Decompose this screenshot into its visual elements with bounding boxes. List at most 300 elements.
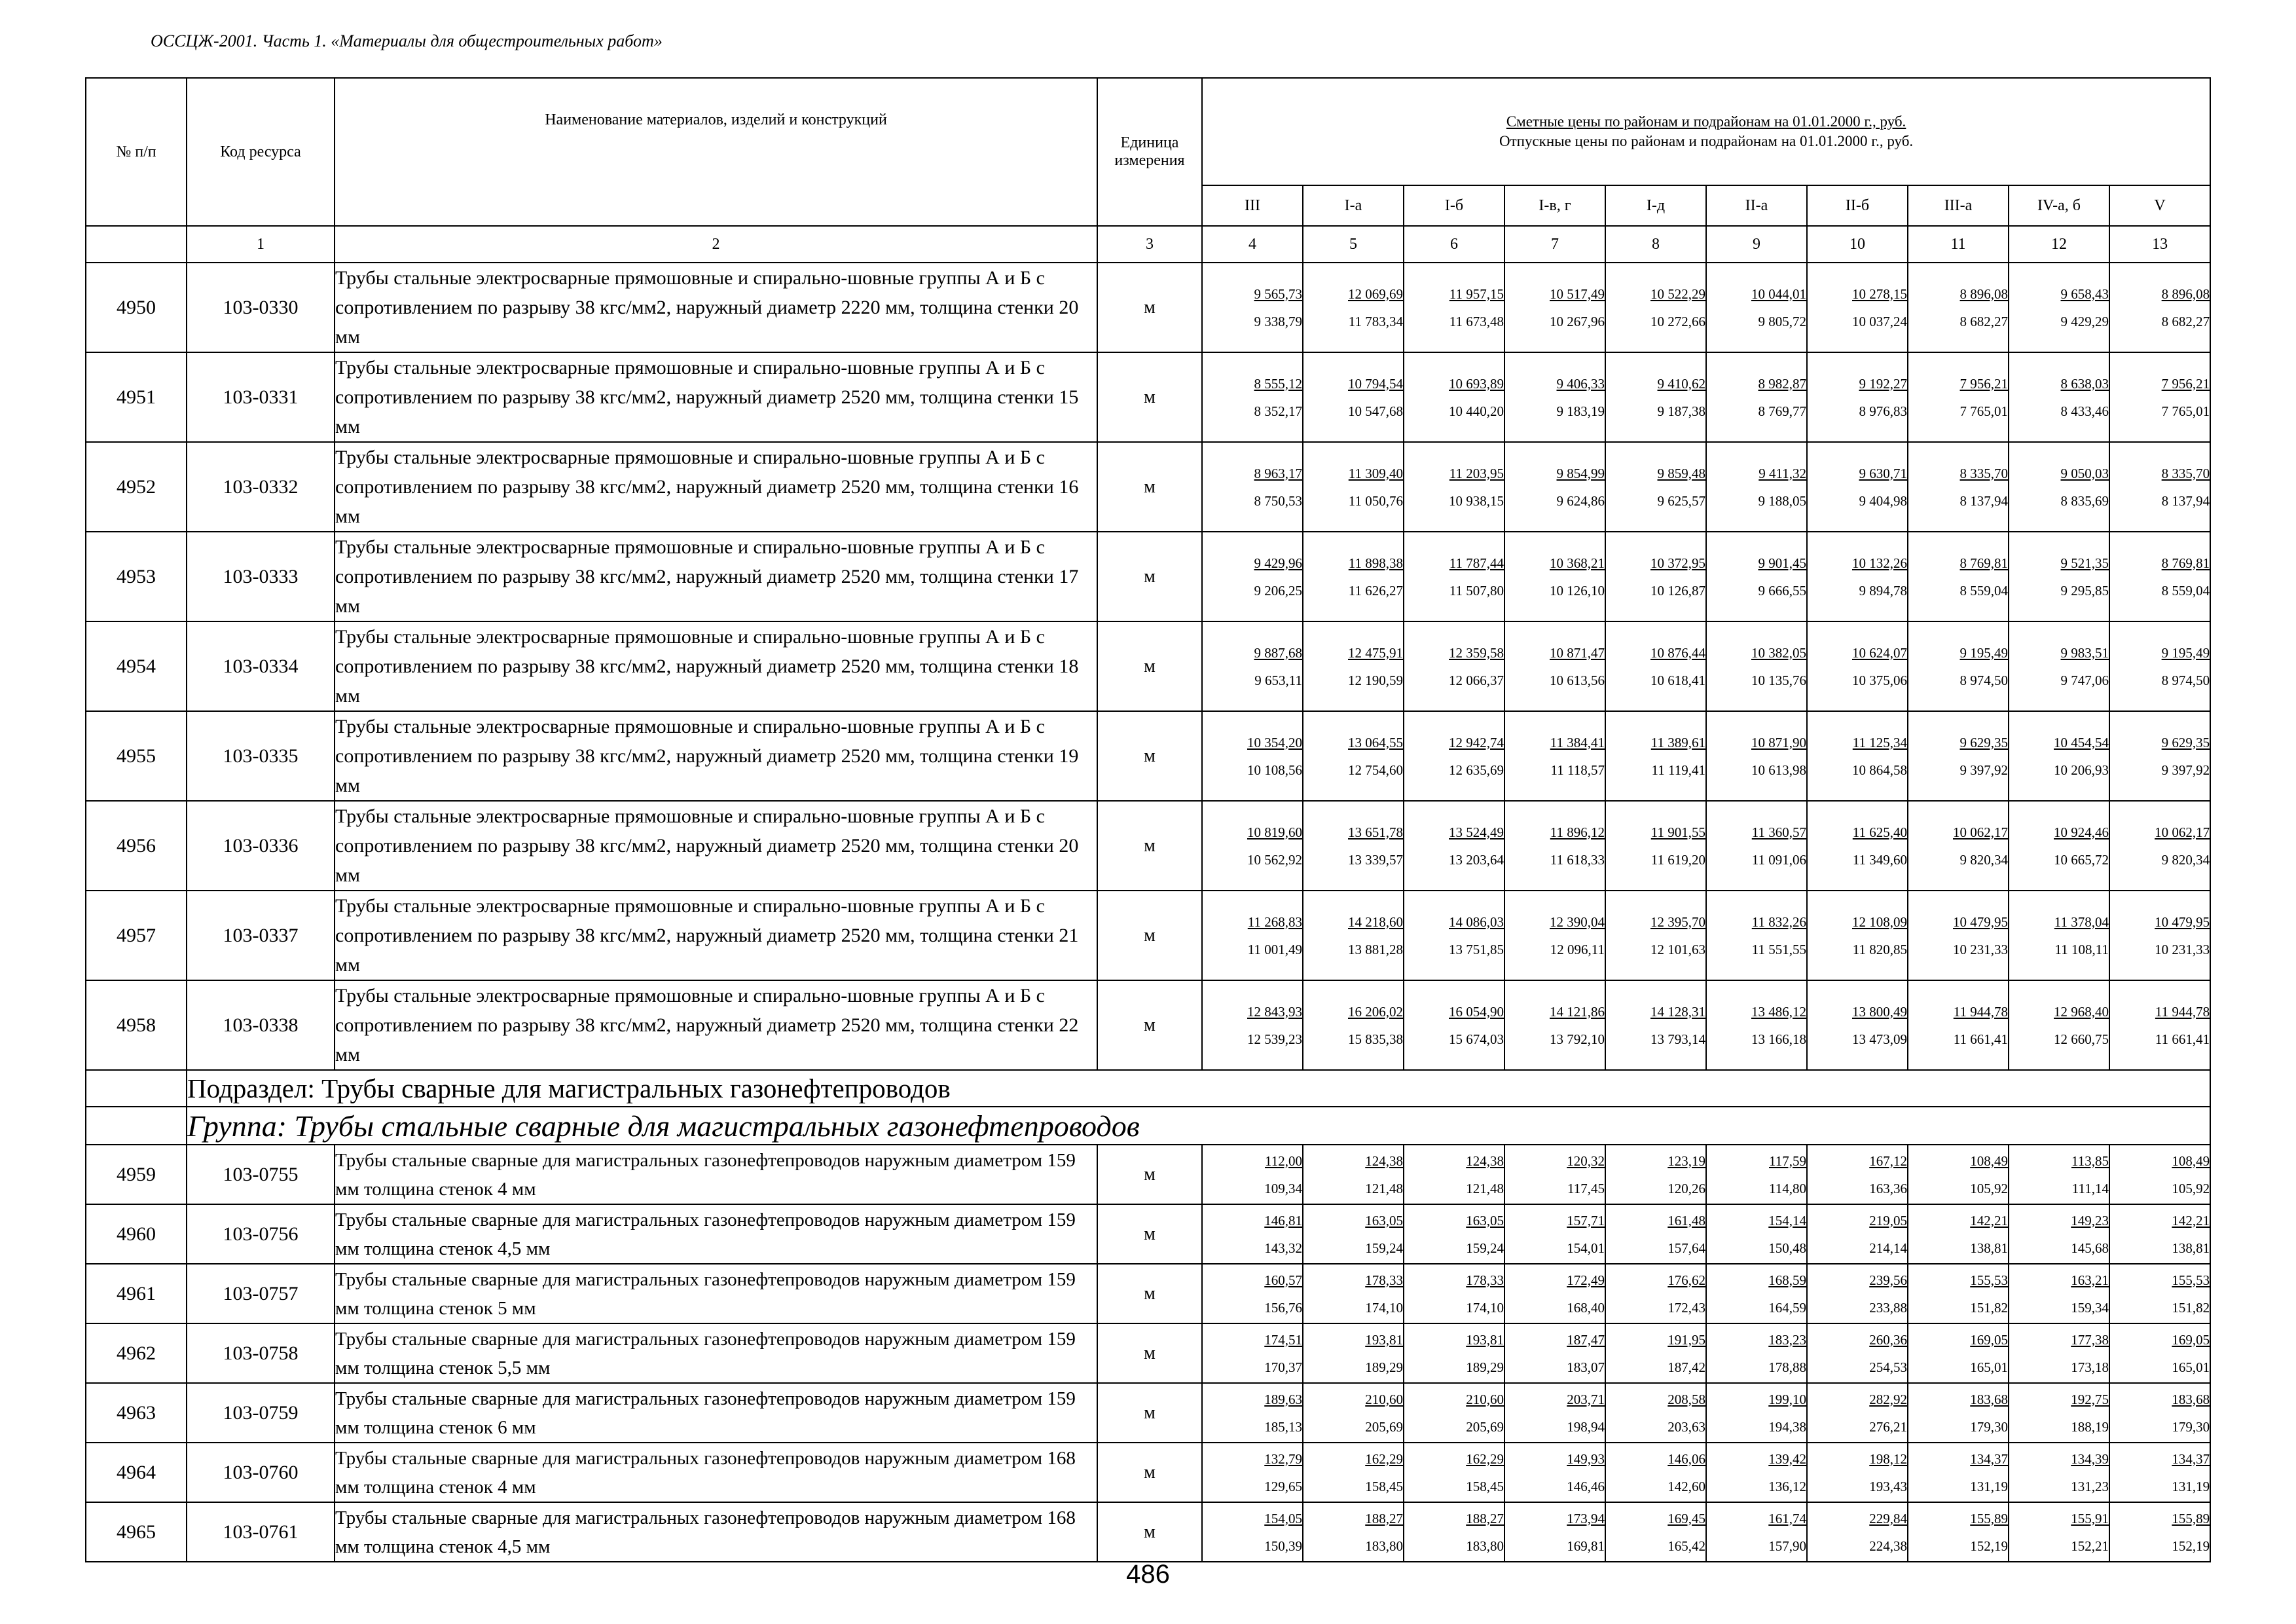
release-price: 10 562,92 [1247, 851, 1302, 868]
estimate-price: 139,42 [1768, 1450, 1806, 1467]
region-header: I-б [1404, 185, 1504, 226]
document-header: ОССЦЖ-2001. Часть 1. «Материалы для общестроительных работ» [151, 31, 663, 50]
estimate-price: 134,39 [2071, 1450, 2109, 1467]
release-price: 10 206,93 [2054, 762, 2109, 778]
price-cell [1202, 891, 1303, 980]
price-cell [1504, 1383, 1605, 1443]
estimate-price: 282,92 [1869, 1391, 1907, 1407]
estimate-price: 9 406,33 [1556, 375, 1605, 392]
estimate-price: 169,05 [2172, 1331, 2210, 1348]
table-row [86, 1323, 2210, 1383]
price-cell [1605, 1323, 1706, 1383]
material-name: Трубы стальные электросварные прямошовные и спирально-шовные группы А и Б с сопротивлением по разрыву 38 кгс/мм2, наружный диаметр 2520 мм, толщина стенки 21 мм [335, 891, 1097, 980]
estimate-price: 9 859,48 [1657, 465, 1705, 481]
release-price: 12 539,23 [1247, 1031, 1302, 1047]
price-cell [1303, 711, 1404, 801]
release-price: 11 001,49 [1247, 941, 1302, 957]
price-cell [2109, 1204, 2210, 1264]
price-cell [1504, 1145, 1605, 1204]
estimate-price: 8 335,70 [1959, 465, 2008, 481]
price-cell [1706, 352, 1807, 442]
release-price: 11 551,55 [1751, 941, 1806, 957]
price-cell [1706, 1145, 1807, 1204]
table-row [86, 711, 2210, 801]
column-number-blank [86, 226, 187, 263]
estimate-price: 9 565,73 [1254, 286, 1302, 302]
price-cell [1908, 352, 2009, 442]
estimate-price: 10 354,20 [1247, 734, 1302, 750]
group-blank-cell [86, 1107, 187, 1145]
price-cell [1605, 263, 1706, 352]
price-cell [1504, 711, 1605, 801]
release-price: 159,24 [1466, 1240, 1504, 1256]
estimate-price: 117,59 [1769, 1153, 1806, 1169]
price-cell [1807, 1443, 1908, 1502]
estimate-price: 8 555,12 [1254, 375, 1302, 392]
unit: м [1097, 1264, 1202, 1323]
estimate-price: 11 309,40 [1348, 465, 1403, 481]
price-cell [1404, 263, 1504, 352]
release-price: 168,40 [1567, 1299, 1605, 1316]
price-cell [1404, 352, 1504, 442]
table-row [86, 1383, 2210, 1443]
price-cell [1807, 1204, 1908, 1264]
region-header: IV-а, б [2009, 185, 2109, 226]
release-price: 188,19 [2071, 1418, 2109, 1435]
estimate-price: 11 625,40 [1852, 824, 1907, 840]
estimate-price: 12 475,91 [1348, 644, 1403, 661]
estimate-price: 219,05 [1869, 1212, 1907, 1228]
price-cell [1404, 711, 1504, 801]
price-cell [2109, 980, 2210, 1070]
estimate-price: 173,94 [1567, 1510, 1605, 1526]
price-cell [1807, 442, 1908, 532]
price-cell [2009, 1443, 2109, 1502]
estimate-price: 210,60 [1365, 1391, 1403, 1407]
price-cell [1202, 801, 1303, 891]
price-cell [2009, 801, 2109, 891]
release-price: 131,19 [2172, 1478, 2210, 1494]
release-price: 9 820,34 [2161, 851, 2210, 868]
estimate-price: 155,91 [2071, 1510, 2109, 1526]
estimate-price: 12 390,04 [1550, 913, 1605, 930]
estimate-price: 229,84 [1869, 1510, 1907, 1526]
resource-code: 103-0755 [187, 1145, 335, 1204]
estimate-price: 10 871,47 [1550, 644, 1605, 661]
estimate-price: 188,27 [1365, 1510, 1403, 1526]
price-cell [1504, 1502, 1605, 1562]
header-prices-title [1202, 78, 2210, 185]
price-cell [1706, 1443, 1807, 1502]
estimate-price: 11 896,12 [1550, 824, 1605, 840]
release-price: 11 108,11 [2054, 941, 2109, 957]
release-price: 12 635,69 [1449, 762, 1504, 778]
unit: м [1097, 1502, 1202, 1562]
estimate-price: 8 896,08 [1959, 286, 2008, 302]
price-cell [1605, 1502, 1706, 1562]
group-title: Группа: Трубы стальные сварные для магистральных газонефтепроводов [187, 1107, 2210, 1145]
release-price: 8 559,04 [2161, 582, 2210, 599]
price-cell [2009, 263, 2109, 352]
material-name: Трубы стальные электросварные прямошовные и спирально-шовные группы А и Б с сопротивлением по разрыву 38 кгс/мм2, наружный диаметр 2520 мм, толщина стенки 19 мм [335, 711, 1097, 801]
release-price: 11 118,57 [1550, 762, 1605, 778]
estimate-price: 8 769,81 [2161, 555, 2210, 571]
material-name: Трубы стальные электросварные прямошовные и спирально-шовные группы А и Б с сопротивлением по разрыву 38 кгс/мм2, наружный диаметр 2220 мм, толщина стенки 20 мм [335, 263, 1097, 352]
page-number: 486 [1126, 1560, 1170, 1589]
price-cell [1202, 1383, 1303, 1443]
estimate-price: 192,75 [2071, 1391, 2109, 1407]
estimate-price: 146,06 [1667, 1450, 1705, 1467]
price-cell [1404, 442, 1504, 532]
release-price: 158,45 [1466, 1478, 1504, 1494]
release-price: 157,64 [1667, 1240, 1705, 1256]
resource-code: 103-0760 [187, 1443, 335, 1502]
estimate-price: 112,00 [1265, 1153, 1302, 1169]
estimate-price: 9 901,45 [1758, 555, 1806, 571]
estimate-price: 157,71 [1567, 1212, 1605, 1228]
price-cell [1706, 263, 1807, 352]
estimate-price: 9 192,27 [1859, 375, 1907, 392]
table-row [86, 891, 2210, 980]
release-price: 12 066,37 [1449, 672, 1504, 688]
release-price: 9 187,38 [1657, 403, 1705, 419]
release-price: 11 507,80 [1449, 582, 1504, 599]
estimate-price: 208,58 [1667, 1391, 1705, 1407]
estimate-price: 9 629,35 [1959, 734, 2008, 750]
release-price: 13 166,18 [1751, 1031, 1806, 1047]
price-table [85, 77, 2211, 1562]
row-number: 4956 [86, 801, 187, 891]
price-cell [1605, 1264, 1706, 1323]
section-row [86, 1070, 2210, 1107]
price-cell [1807, 711, 1908, 801]
estimate-price: 12 069,69 [1348, 286, 1403, 302]
estimate-price: 183,68 [2172, 1391, 2210, 1407]
release-price: 10 108,56 [1247, 762, 1302, 778]
estimate-price: 167,12 [1869, 1153, 1907, 1169]
resource-code: 103-0337 [187, 891, 335, 980]
release-price: 170,37 [1264, 1359, 1302, 1375]
release-price: 9 404,98 [1859, 492, 1907, 509]
region-header: III-а [1908, 185, 2009, 226]
price-cell [1908, 801, 2009, 891]
estimate-price: 13 800,49 [1852, 1003, 1907, 1020]
column-number: 5 [1303, 226, 1404, 263]
price-cell [1706, 891, 1807, 980]
estimate-price: 239,56 [1869, 1272, 1907, 1288]
release-price: 8 682,27 [2161, 313, 2210, 329]
price-cell [1605, 1145, 1706, 1204]
row-number: 4954 [86, 621, 187, 711]
price-cell [1504, 1443, 1605, 1502]
release-price: 150,48 [1768, 1240, 1806, 1256]
row-number: 4961 [86, 1264, 187, 1323]
estimate-price: 8 769,81 [1959, 555, 2008, 571]
resource-code: 103-0335 [187, 711, 335, 801]
estimate-price: 189,63 [1264, 1391, 1302, 1407]
release-price: 8 137,94 [1959, 492, 2008, 509]
release-price: 8 974,50 [1959, 672, 2008, 688]
release-price: 8 682,27 [1959, 313, 2008, 329]
estimate-price: 142,21 [2172, 1212, 2210, 1228]
release-price: 9 188,05 [1758, 492, 1806, 509]
prices-title-line2: Отпускные цены по районам и подрайонам на 01.01.2000 г., руб. [1499, 133, 1914, 149]
price-cell [1404, 621, 1504, 711]
price-cell [1504, 352, 1605, 442]
price-cell [1706, 621, 1807, 711]
table-row [86, 1443, 2210, 1502]
estimate-price: 9 629,35 [2161, 734, 2210, 750]
release-price: 13 881,28 [1348, 941, 1403, 957]
estimate-price: 10 278,15 [1852, 286, 1907, 302]
price-cell [1807, 263, 1908, 352]
release-price: 10 037,24 [1852, 313, 1907, 329]
release-price: 105,92 [1970, 1180, 2008, 1196]
unit: м [1097, 621, 1202, 711]
estimate-price: 11 787,44 [1449, 555, 1504, 571]
resource-code: 103-0761 [187, 1502, 335, 1562]
price-cell [1605, 621, 1706, 711]
material-name: Трубы стальные электросварные прямошовные и спирально-шовные группы А и Б с сопротивлением по разрыву 38 кгс/мм2, наружный диаметр 2520 мм, толщина стенки 16 мм [335, 442, 1097, 532]
release-price: 9 747,06 [2060, 672, 2109, 688]
release-price: 233,88 [1869, 1299, 1907, 1316]
price-cell [1303, 263, 1404, 352]
release-price: 11 626,27 [1348, 582, 1403, 599]
material-name: Трубы стальные сварные для магистральных газонефтепроводов наружным диаметром 159 мм толщина стенок 4 мм [335, 1145, 1097, 1204]
release-price: 11 783,34 [1348, 313, 1403, 329]
release-price: 10 938,15 [1449, 492, 1504, 509]
price-cell [1807, 1323, 1908, 1383]
estimate-price: 10 871,90 [1751, 734, 1806, 750]
price-cell [2109, 1323, 2210, 1383]
price-cell [2109, 532, 2210, 621]
price-cell [1908, 711, 2009, 801]
estimate-price: 177,38 [2071, 1331, 2109, 1348]
release-price: 8 974,50 [2161, 672, 2210, 688]
estimate-price: 155,53 [1970, 1272, 2008, 1288]
release-price: 11 619,20 [1650, 851, 1705, 868]
price-cell [1605, 801, 1706, 891]
estimate-price: 16 054,90 [1449, 1003, 1504, 1020]
price-cell [2009, 1204, 2109, 1264]
release-price: 8 769,77 [1758, 403, 1806, 419]
release-price: 12 660,75 [2054, 1031, 2109, 1047]
release-price: 11 618,33 [1550, 851, 1605, 868]
price-cell [1908, 1145, 2009, 1204]
price-cell [1908, 891, 2009, 980]
release-price: 198,94 [1567, 1418, 1605, 1435]
price-cell [1303, 891, 1404, 980]
estimate-price: 154,05 [1264, 1510, 1302, 1526]
price-cell [2009, 1323, 2109, 1383]
estimate-price: 183,68 [1970, 1391, 2008, 1407]
estimate-price: 187,47 [1567, 1331, 1605, 1348]
estimate-price: 210,60 [1466, 1391, 1504, 1407]
release-price: 163,36 [1869, 1180, 1907, 1196]
release-price: 205,69 [1466, 1418, 1504, 1435]
header-code: Код ресурса [187, 78, 335, 226]
price-cell [1908, 1323, 2009, 1383]
resource-code: 103-0336 [187, 801, 335, 891]
estimate-price: 8 963,17 [1254, 465, 1302, 481]
release-price: 7 765,01 [2161, 403, 2210, 419]
estimate-price: 193,81 [1466, 1331, 1504, 1348]
row-number: 4958 [86, 980, 187, 1070]
price-cell [1303, 1443, 1404, 1502]
price-cell [1303, 1204, 1404, 1264]
price-cell [2109, 1264, 2210, 1323]
unit: м [1097, 1145, 1202, 1204]
price-cell [1202, 980, 1303, 1070]
column-number: 3 [1097, 226, 1202, 263]
release-price: 154,01 [1567, 1240, 1605, 1256]
release-price: 11 673,48 [1449, 313, 1504, 329]
estimate-price: 13 524,49 [1449, 824, 1504, 840]
price-cell [1404, 1145, 1504, 1204]
release-price: 10 126,87 [1650, 582, 1705, 599]
price-cell [1605, 980, 1706, 1070]
column-number: 7 [1504, 226, 1605, 263]
release-price: 189,29 [1466, 1359, 1504, 1375]
resource-code: 103-0331 [187, 352, 335, 442]
release-price: 10 440,20 [1449, 403, 1504, 419]
estimate-price: 14 121,86 [1550, 1003, 1605, 1020]
price-cell [1202, 1204, 1303, 1264]
release-price: 121,48 [1365, 1180, 1403, 1196]
estimate-price: 10 517,49 [1550, 286, 1605, 302]
column-number: 13 [2109, 226, 2210, 263]
price-cell [1605, 352, 1706, 442]
unit: м [1097, 442, 1202, 532]
estimate-price: 134,37 [2172, 1450, 2210, 1467]
release-price: 169,81 [1567, 1538, 1605, 1554]
price-cell [1404, 1443, 1504, 1502]
column-number: 10 [1807, 226, 1908, 263]
price-cell [2009, 1383, 2109, 1443]
estimate-price: 9 410,62 [1657, 375, 1705, 392]
release-price: 214,14 [1869, 1240, 1907, 1256]
estimate-price: 199,10 [1768, 1391, 1806, 1407]
region-header: II-б [1807, 185, 1908, 226]
release-price: 152,19 [2172, 1538, 2210, 1554]
unit: м [1097, 980, 1202, 1070]
price-cell [1202, 532, 1303, 621]
estimate-price: 108,49 [2172, 1153, 2210, 1169]
unit: м [1097, 711, 1202, 801]
estimate-price: 124,38 [1466, 1153, 1504, 1169]
estimate-price: 8 638,03 [2060, 375, 2109, 392]
estimate-price: 168,59 [1768, 1272, 1806, 1288]
release-price: 105,92 [2172, 1180, 2210, 1196]
release-price: 152,19 [1970, 1538, 2008, 1554]
price-cell [1706, 1264, 1807, 1323]
estimate-price: 155,89 [2172, 1510, 2210, 1526]
row-number: 4950 [86, 263, 187, 352]
estimate-price: 11 898,38 [1348, 555, 1403, 571]
release-price: 9 624,86 [1556, 492, 1605, 509]
unit: м [1097, 1383, 1202, 1443]
resource-code: 103-0338 [187, 980, 335, 1070]
estimate-price: 16 206,02 [1348, 1003, 1403, 1020]
release-price: 111,14 [2071, 1180, 2109, 1196]
price-cell [2009, 352, 2109, 442]
price-cell [1303, 801, 1404, 891]
release-price: 8 976,83 [1859, 403, 1907, 419]
estimate-price: 161,48 [1667, 1212, 1705, 1228]
unit: м [1097, 263, 1202, 352]
estimate-price: 9 411,32 [1758, 465, 1806, 481]
estimate-price: 149,93 [1567, 1450, 1605, 1467]
price-cell [1303, 1264, 1404, 1323]
release-price: 15 835,38 [1348, 1031, 1403, 1047]
price-cell [1605, 711, 1706, 801]
column-number: 4 [1202, 226, 1303, 263]
price-cell [1404, 532, 1504, 621]
estimate-price: 178,33 [1365, 1272, 1403, 1288]
release-price: 193,43 [1869, 1478, 1907, 1494]
table-row [86, 1204, 2210, 1264]
price-cell [1404, 1204, 1504, 1264]
release-price: 173,18 [2071, 1359, 2109, 1375]
price-cell [1504, 1204, 1605, 1264]
unit: м [1097, 801, 1202, 891]
estimate-price: 10 794,54 [1348, 375, 1403, 392]
release-price: 131,23 [2071, 1478, 2109, 1494]
region-header: III [1202, 185, 1303, 226]
price-cell [1303, 442, 1404, 532]
release-price: 9 666,55 [1758, 582, 1806, 599]
price-cell [1807, 801, 1908, 891]
release-price: 159,34 [2071, 1299, 2109, 1316]
estimate-price: 14 218,60 [1348, 913, 1403, 930]
material-name: Трубы стальные сварные для магистральных газонефтепроводов наружным диаметром 168 мм толщина стенок 4 мм [335, 1443, 1097, 1502]
estimate-price: 134,37 [1970, 1450, 2008, 1467]
release-price: 13 751,85 [1449, 941, 1504, 957]
estimate-price: 10 522,29 [1650, 286, 1705, 302]
release-price: 136,12 [1768, 1478, 1806, 1494]
price-cell [1202, 442, 1303, 532]
release-price: 145,68 [2071, 1240, 2109, 1256]
price-cell [2109, 891, 2210, 980]
release-price: 9 397,92 [2161, 762, 2210, 778]
release-price: 156,76 [1264, 1299, 1302, 1316]
release-price: 9 625,57 [1657, 492, 1705, 509]
estimate-price: 169,05 [1970, 1331, 2008, 1348]
price-cell [1404, 1502, 1504, 1562]
resource-code: 103-0330 [187, 263, 335, 352]
price-cell [1303, 1323, 1404, 1383]
price-cell [1605, 891, 1706, 980]
price-cell [1504, 263, 1605, 352]
estimate-price: 14 128,31 [1650, 1003, 1705, 1020]
table-row [86, 621, 2210, 711]
price-cell [1908, 1204, 2009, 1264]
price-cell [1706, 711, 1807, 801]
section-blank-cell [86, 1070, 187, 1107]
price-cell [2009, 980, 2109, 1070]
estimate-price: 11 957,15 [1449, 286, 1504, 302]
price-cell [1908, 1443, 2009, 1502]
price-cell [1605, 532, 1706, 621]
column-number: 12 [2009, 226, 2109, 263]
release-price: 165,01 [1970, 1359, 2008, 1375]
price-cell [1303, 532, 1404, 621]
price-cell [1807, 532, 1908, 621]
estimate-price: 10 876,44 [1650, 644, 1705, 661]
estimate-price: 11 389,61 [1650, 734, 1705, 750]
price-cell [2109, 711, 2210, 801]
material-name: Трубы стальные сварные для магистральных газонефтепроводов наружным диаметром 159 мм толщина стенок 5,5 мм [335, 1323, 1097, 1383]
